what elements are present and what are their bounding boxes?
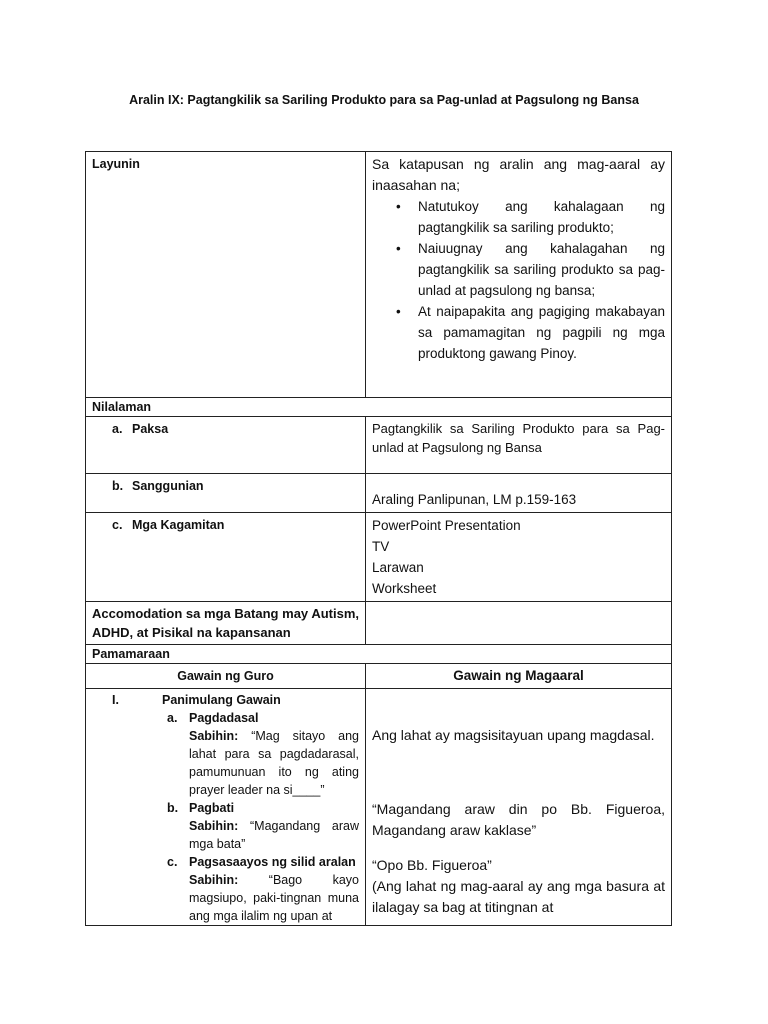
kagamitan-list-cell bbox=[366, 513, 672, 602]
paksa-letter: a. bbox=[112, 422, 123, 436]
step-title: Pagbati bbox=[189, 801, 235, 815]
paksa-value: Pagtangkilik sa Sariling Produkto para sa Pag-unlad at Pagsulong ng Bansa bbox=[372, 421, 665, 455]
kagamitan-label-cell bbox=[86, 513, 366, 602]
layunin-intro: Sa katapusan ng aralin ang mag-aaral ay inaasahan na; bbox=[372, 156, 665, 193]
step-say: Sabihin: bbox=[189, 873, 239, 887]
response-pagsasaayos-2: (Ang lahat ng mag-aaral ay ang mga basura at ilalagay sa bag at titingnan at bbox=[372, 878, 665, 915]
nilalaman-label: Nilalaman bbox=[92, 400, 152, 414]
pamamaraan-label: Pamamaraan bbox=[92, 647, 170, 661]
sanggunian-value: Araling Panlipunan, LM p.159-163 bbox=[372, 492, 577, 507]
paksa-value-cell bbox=[366, 417, 672, 474]
step-say: Sabihin: bbox=[189, 729, 239, 743]
step-text: “Mag sitayo ang lahat para sa pagdadarasal, pamumunuan ito ng ating prayer leader na si____” bbox=[189, 729, 359, 797]
response-pagdadasal: Ang lahat ay magsisitayuan upang magdasal. bbox=[372, 727, 655, 743]
paksa-label-cell bbox=[86, 417, 366, 474]
accomodation-label-cell bbox=[86, 602, 366, 645]
magaaral-header-cell bbox=[366, 664, 672, 689]
guro-header: Gawain ng Guro bbox=[177, 669, 274, 683]
layunin-row bbox=[86, 152, 672, 398]
kagamitan-row bbox=[86, 513, 672, 602]
step-letter: b. bbox=[167, 801, 179, 815]
step-pagsasaayos bbox=[92, 853, 359, 925]
layunin-list bbox=[372, 196, 665, 364]
nilalaman-cell bbox=[86, 398, 672, 417]
guro-activities-cell bbox=[86, 689, 366, 926]
step-letter: a. bbox=[167, 711, 178, 725]
step-pagdadasal bbox=[92, 709, 359, 799]
accomodation-value-cell bbox=[366, 602, 672, 645]
layunin-label: Layunin bbox=[92, 157, 140, 171]
step-letter: c. bbox=[167, 855, 178, 869]
paksa-label: Paksa bbox=[132, 422, 169, 436]
sanggunian-label-cell bbox=[86, 474, 366, 513]
layunin-item: • At naipapakita ang pagiging makabayan sa pamamagitan ng pagpili ng mga produktong gawang Pinoy. bbox=[418, 301, 665, 364]
accomodation-label: Accomodation sa mga Batang may Autism, ADHD, at Pisikal na kapansanan bbox=[92, 606, 359, 640]
response-pagsasaayos-1: “Opo Bb. Figueroa” bbox=[372, 857, 492, 873]
sanggunian-letter: b. bbox=[112, 479, 124, 493]
section-number: I. bbox=[112, 693, 119, 707]
panimulang-row bbox=[86, 689, 672, 926]
layunin-label-cell bbox=[86, 152, 366, 398]
guro-header-cell bbox=[86, 664, 366, 689]
accomodation-row bbox=[86, 602, 672, 645]
section-label: Panimulang Gawain bbox=[162, 693, 281, 707]
magaaral-header: Gawain ng Magaaral bbox=[453, 668, 584, 683]
step-say: Sabihin: bbox=[189, 819, 239, 833]
nilalaman-row bbox=[86, 398, 672, 417]
response-pagbati: “Magandang araw din po Bb. Figueroa, Magandang araw kaklase” bbox=[372, 801, 665, 838]
step-text: “Magandang araw mga bata” bbox=[189, 819, 359, 851]
lesson-plan-table bbox=[85, 151, 672, 926]
sanggunian-value-cell bbox=[366, 474, 672, 513]
magaaral-activities-cell bbox=[366, 689, 672, 926]
sanggunian-label: Sanggunian bbox=[132, 479, 204, 493]
pamamaraan-row bbox=[86, 645, 672, 664]
gawain-header-row bbox=[86, 664, 672, 689]
kagamitan-label: Mga Kagamitan bbox=[132, 518, 225, 532]
kagamitan-item: Worksheet bbox=[372, 581, 437, 596]
kagamitan-item: Larawan bbox=[372, 560, 424, 575]
step-pagbati bbox=[92, 799, 359, 853]
kagamitan-item: TV bbox=[372, 539, 390, 554]
step-title: Pagsasaayos ng silid aralan bbox=[189, 855, 356, 869]
step-title: Pagdadasal bbox=[189, 711, 259, 725]
sanggunian-row bbox=[86, 474, 672, 513]
pamamaraan-cell bbox=[86, 645, 672, 664]
layunin-item: • Natutukoy ang kahalagaan ng pagtangkilik sa sariling produkto; bbox=[418, 196, 665, 238]
layunin-item: • Naiuugnay ang kahalagahan ng pagtangkilik sa sariling produkto sa pag-unlad at pagsulong ng bansa; bbox=[418, 238, 665, 301]
paksa-row bbox=[86, 417, 672, 474]
kagamitan-item: PowerPoint Presentation bbox=[372, 518, 521, 533]
lesson-title: Aralin IX: Pagtangkilik sa Sariling Produkto para sa Pag-unlad at Pagsulong ng Bansa bbox=[129, 93, 639, 107]
kagamitan-letter: c. bbox=[112, 518, 123, 532]
layunin-content-cell bbox=[366, 152, 672, 398]
step-text: “Bago kayo magsiupo, paki-tingnan muna ang mga ilalim ng upan at bbox=[189, 873, 359, 923]
